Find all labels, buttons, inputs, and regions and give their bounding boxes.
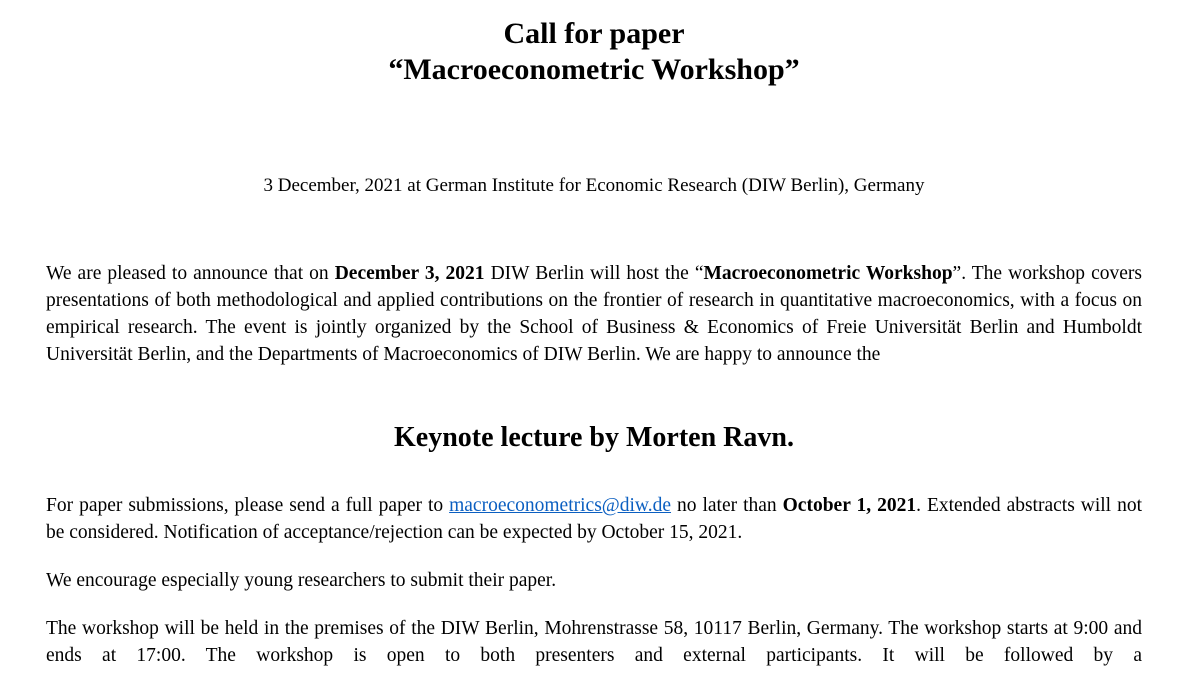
- intro-text-3: ”. The workshop covers presentations of both methodological and applied contributions on the frontier of research in quantitative macroeconomics, with a focus on empirical research. The event is jointly organized by the School of Business & Economics of Freie Universität Berlin and Humboldt Universität Berlin, and the Departments of Macroeconomics of DIW Berlin. We are happy to announce the: [46, 263, 1142, 365]
- keynote-heading: Keynote lecture by Morten Ravn.: [394, 422, 794, 453]
- date-location-line: 3 December, 2021 at German Institute for Economic Research (DIW Berlin), Germany: [263, 175, 925, 196]
- submission-text-1: For paper submissions, please send a full paper to: [46, 495, 450, 516]
- intro-text-2: DIW Berlin will host the “: [484, 263, 704, 284]
- submission-email-link[interactable]: macroeconometrics@diw.de: [449, 495, 672, 516]
- workshop-name: “Macroeconometric Workshop”: [388, 53, 800, 86]
- intro-paragraph: [46, 260, 1142, 368]
- submission-text-3: . Extended abstracts will not be considered. Notification of acceptance/rejection can be expected by October 15, 2021.: [46, 495, 1142, 543]
- submission-deadline-bold: October 1, 2021: [782, 495, 917, 516]
- intro-workshop-bold: Macroeconometric Workshop: [703, 263, 953, 284]
- intro-date-bold: December 3, 2021: [334, 263, 485, 284]
- submission-paragraph: [46, 492, 1142, 546]
- encourage-paragraph: We encourage especially young researchers to submit their paper.: [46, 570, 557, 591]
- document-title: Call for paper: [503, 17, 685, 50]
- submission-text-2: no later than: [671, 495, 783, 516]
- venue-paragraph: The workshop will be held in the premises of the DIW Berlin, Mohrenstrasse 58, 10117 Berlin, Germany. The workshop starts at 9:00 and ends at 17:00. The workshop is open to both presenters and external participants. It will be followed by a: [46, 618, 1142, 666]
- intro-text-1: We are pleased to announce that on: [46, 263, 335, 284]
